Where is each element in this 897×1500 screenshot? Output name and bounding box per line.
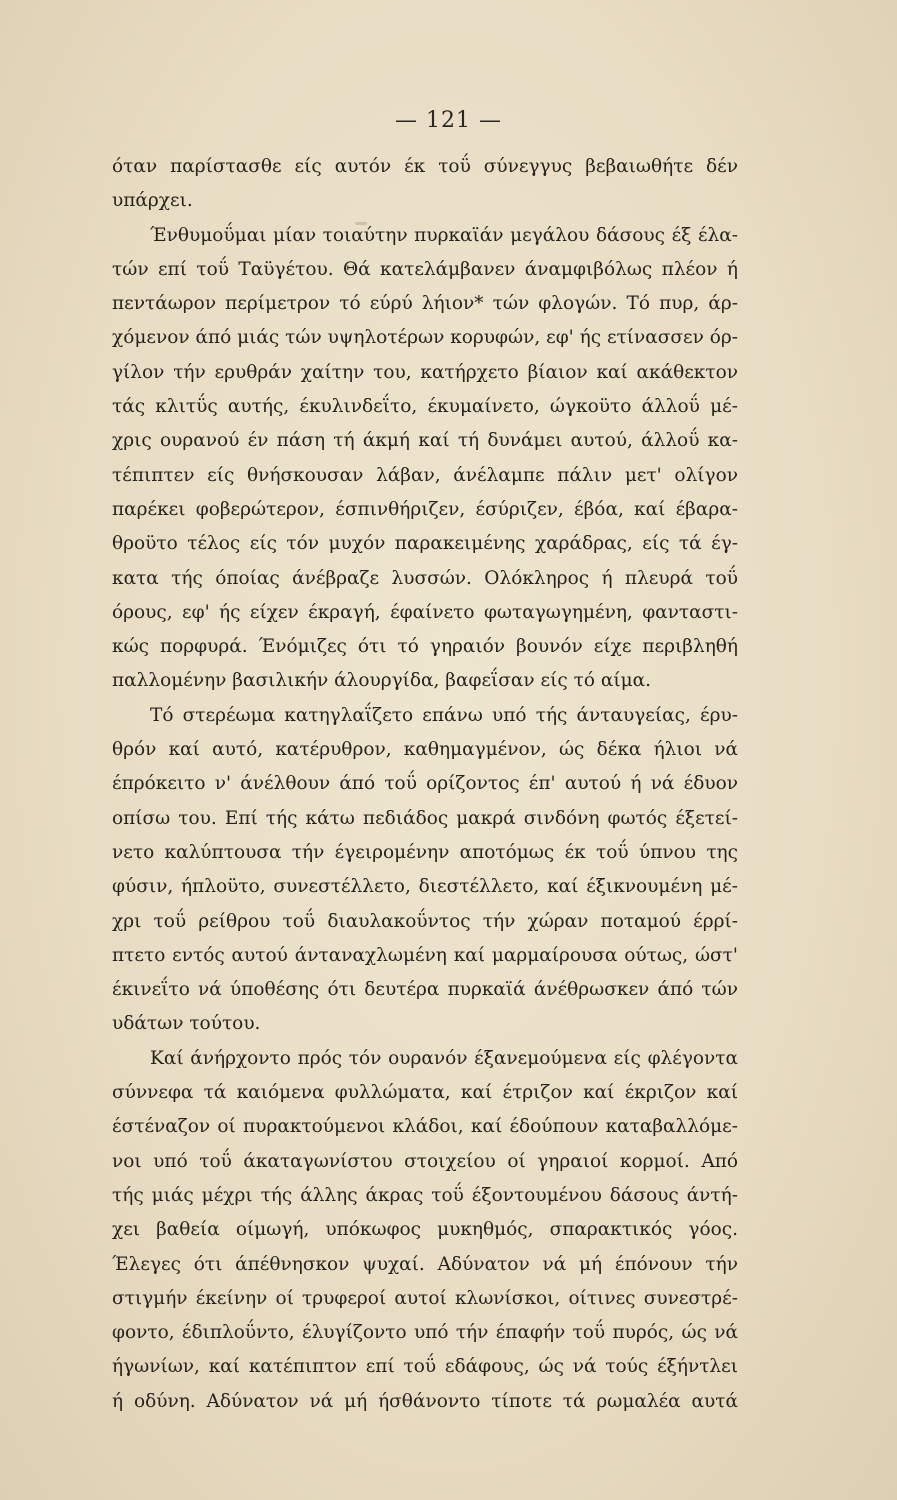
text-line: οπίσω του. Επί τής κάτω πεδιάδος μακρά σινδόνη φωτός έξετεί- [112,807,738,829]
text-line: φοντο, έδιπλοΰντο, έλυγίζοντο υπό τήν έπαφήν τοΰ πυρός, ώς νά [112,1322,738,1344]
text-line: υδάτων τούτου. [112,1013,261,1035]
text-line: Ένθυμοΰμαι μίαν τοιαύτην πυρκαϊάν μεγάλου δάσους έξ έλα- [150,224,738,246]
text-line: γίλον τήν ερυθράν χαίτην του, κατήρχετο βίαιον καί ακάθεκτον [112,361,738,383]
text-line: κατα τής όποίας άνέβραζε λυσσών. Ολόκληρος ή πλευρά τοΰ [112,567,738,589]
text-line: όρους, εφ' ής είχεν έκραγή, έφαίνετο φωταγωγημένη, φανταστι- [112,601,738,623]
text-line: έπρόκειτο ν' άνέλθουν άπό τοΰ ορίζοντος έπ' αυτού ή νά έδυον [112,773,738,795]
text-line: τών επί τοΰ Ταϋγέτου. Θά κατελάμβανεν άναμφιβόλως πλέον ή [112,258,738,280]
text-line: Έλεγες ότι άπέθνησκον ψυχαί. Αδύνατον νά μή έπόνουν τήν [112,1253,738,1275]
page-number: — 121 — [395,108,502,133]
text-line: παρέκει φοβερώτερον, έσπινθήριζεν, έσύριζεν, έβόα, καί έβαρα- [112,498,738,520]
text-line: χόμενον άπό μιάς τών υψηλοτέρων κορυφών, εφ' ής ετίνασσεν όρ- [112,327,738,349]
text-line: θροϋτο τέλος είς τόν μυχόν παρακειμένης χαράδρας, είς τά έγ- [112,533,738,555]
text-line: θρόν καί αυτό, κατέρυθρον, καθημαγμένον, ώς δέκα ήλιοι νά [112,739,738,761]
text-line: χρις ουρανού έν πάση τή άκμή καί τή δυνάμει αυτού, άλλοΰ κα- [112,430,738,452]
text-line: Τό στερέωμα κατηγλαΐζετο επάνω υπό τής άνταυγείας, έρυ- [150,704,738,726]
text-line: ή οδύνη. Αδύνατον νά μή ήσθάνοντο τίποτε τά ρωμαλέα αυτά [112,1390,738,1412]
body-text [112,150,738,1419]
text-line: παλλομένην βασιλικήν άλουργίδα, βαφεΐσαν είς τό αίμα. [112,670,652,692]
text-line: σύννεφα τά καιόμενα φυλλώματα, καί έτριζον καί έκριζον καί [112,1082,738,1104]
text-line: έκινεΐτο νά ύποθέσης ότι δευτέρα πυρκαϊά άνέθρωσκεν άπό τών [112,979,738,1001]
text-line: φύσιν, ήπλοϋτο, συνεστέλλετο, διεστέλλετο, καί έξικνουμένη μέ- [112,876,738,898]
text-line: Καί άνήρχοντο πρός τόν ουρανόν έξανεμούμενα είς φλέγοντα [150,1047,738,1069]
text-line: υπάρχει. [112,190,193,212]
text-line: νοι υπό τοΰ άκαταγωνίστου στοιχείου οί γηραιοί κορμοί. Από [112,1150,738,1172]
text-line: τής μιάς μέχρι τής άλλης άκρας τοΰ έξοντουμένου δάσους άντή- [112,1184,738,1206]
text-line: στιγμήν έκείνην οί τρυφεροί αυτοί κλωνίσκοι, οίτινες συνεστρέ- [112,1287,738,1309]
text-line: ήγωνίων, καί κατέπιπτον επί τοΰ εδάφους, ώς νά τούς έξήντλει [112,1356,738,1378]
text-line: πτετο εντός αυτού άνταναχλωμένη καί μαρμαίρουσα ούτως, ώστ' [112,944,738,966]
text-line: κώς πορφυρά. Ένόμιζες ότι τό γηραιόν βουνόν είχε περιβληθή [112,636,738,658]
text-line: όταν παρίστασθε είς αυτόν έκ τοΰ σύνεγγυς βεβαιωθήτε δέν [112,156,738,177]
text-line: χρι τοΰ ρείθρου τοΰ διαυλακοΰντος τήν χώραν ποταμού έρρί- [112,910,738,932]
text-line: τέπιπτεν είς θνήσκουσαν λάβαν, άνέλαμπε πάλιν μετ' ολίγον [112,464,738,486]
text-line: νετο καλύπτουσα τήν έγειρομένην αποτόμως έκ τοΰ ύπνου της [112,841,738,863]
text-line: έστέναζον οί πυρακτούμενοι κλάδοι, καί έδούπουν καταβαλλόμε- [112,1116,738,1138]
text-line: χει βαθεία οίμωγή, υπόκωφος μυκηθμός, σπαρακτικός γόος. [112,1219,738,1241]
text-line: πεντάωρον περίμετρον τό εύρύ λήιον* τών φλογών. Τό πυρ, άρ- [112,293,738,315]
text-line: τάς κλιτΰς αυτής, έκυλινδεΐτο, έκυμαίνετο, ώγκοϋτο άλλοΰ μέ- [112,396,738,418]
